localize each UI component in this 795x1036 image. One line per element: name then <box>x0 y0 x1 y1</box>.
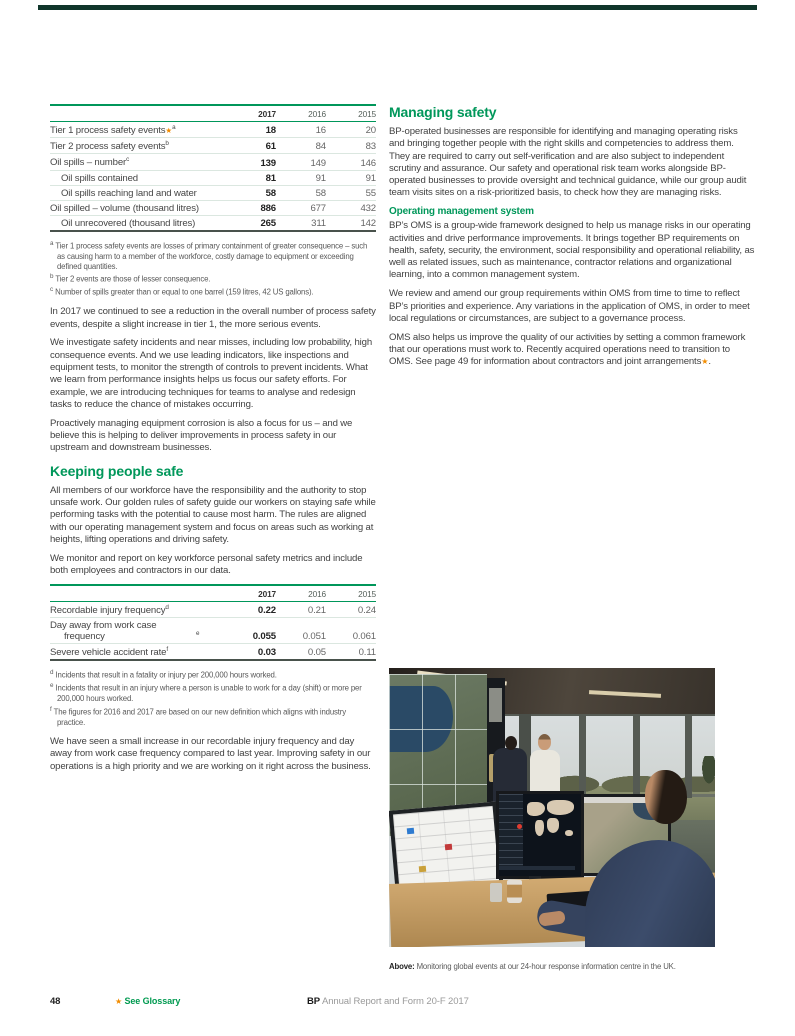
table-row <box>50 215 376 231</box>
year-header: 2017 <box>226 585 276 602</box>
row-value: 0.24 <box>326 601 376 617</box>
row-value: 0.051 <box>276 617 326 643</box>
row-value: 91 <box>326 170 376 185</box>
process-safety-paragraphs <box>50 306 376 454</box>
photo-window-mullion <box>685 712 692 798</box>
photo-plant <box>701 756 715 786</box>
footnote: $^c$ Number of spills greater than or equal to one barrel (159 litres, 42 US gallons). <box>50 286 314 297</box>
row-label-text: Oil spills contained <box>61 172 138 184</box>
row-label-text: Tier 2 process safety events <box>50 141 166 153</box>
photo-wall-side-panel-image <box>489 688 502 722</box>
year-header: 2015 <box>326 105 376 122</box>
row-label-text: Oil spills reaching land and water <box>61 187 197 199</box>
managing-safety-paragraphs <box>389 126 755 200</box>
photo-caption-label: Above: <box>389 961 415 971</box>
row-value: 91 <box>276 170 326 185</box>
table-header-row <box>50 105 376 122</box>
table-header-spacer <box>50 585 226 602</box>
brand-bp: BP <box>307 996 320 1007</box>
photo-window-mullion <box>579 712 586 798</box>
section-title-keeping-people-safe: Keeping people safe <box>50 462 184 479</box>
photo-monitor-worldmap-alert <box>517 824 522 829</box>
left-column <box>50 102 376 779</box>
personal-safety-table-footnotes <box>50 668 376 728</box>
row-value: 58 <box>226 185 276 200</box>
footer-report-title <box>307 996 469 1007</box>
glossary-star-icon: ★ <box>701 357 709 367</box>
row-label-text: Oil unrecovered (thousand litres) <box>61 217 196 229</box>
row-value: 84 <box>276 138 326 154</box>
row-label <box>50 200 226 215</box>
row-value: 886 <box>226 200 276 215</box>
photo-standing-person-light-head <box>538 734 551 750</box>
oms-paragraphs <box>389 220 755 368</box>
table-row <box>50 617 376 643</box>
photo-caption-text: Monitoring global events at our 24-hour response information centre in the UK. <box>416 961 676 971</box>
row-label-text: Oil spills – number <box>50 157 127 169</box>
photo-worldmap-eurasia <box>547 800 574 815</box>
photo-analyst-head <box>645 770 687 824</box>
row-value: 0.055 <box>226 617 276 643</box>
row-value: 0.21 <box>276 601 326 617</box>
row-value: 146 <box>326 154 376 170</box>
photo-coffee-cup <box>507 880 522 903</box>
page-number: 48 <box>50 996 61 1007</box>
row-label: Oil spills – number$^c$ <box>50 154 226 170</box>
section-title-managing-safety: Managing safety <box>389 104 497 120</box>
row-label: Tier 2 process safety events$^b$ <box>50 138 226 154</box>
row-label-text: Severe vehicle accident rate <box>50 647 167 659</box>
table-row <box>50 122 376 138</box>
row-value: 0.22 <box>226 601 276 617</box>
glossary-label: See Glossary <box>124 996 181 1006</box>
glossary-star-icon: ★ <box>115 997 123 1006</box>
process-safety-table <box>50 104 376 232</box>
table-row <box>50 170 376 185</box>
footnote: $^d$ Incidents that result in a fatality or injury per 200,000 hours worked. <box>50 669 277 680</box>
row-label: Tier 1 process safety events★$^a$ <box>50 122 226 138</box>
paragraph: We investigate safety incidents and near misses, including low probability, high consequence events. And we use leading indicators, like inspections and equipment tests, to monitor the strength of controls to prevent incidents. What we learn from performance insights helps us focus our safety efforts. For example, we are introducing techniques for teams to analyse and redesign tasks to reduce the chance of mistakes occurring. <box>50 337 373 410</box>
footer-glossary <box>115 996 180 1006</box>
table-row <box>50 643 376 660</box>
row-value: 677 <box>276 200 326 215</box>
row-value: 311 <box>311 217 326 229</box>
row-value: 139 <box>226 154 276 170</box>
row-label-text: Recordable injury frequency <box>50 604 166 616</box>
photo-monitor-worldmap-taskbar <box>499 866 575 870</box>
photo-standing-person-dark-head <box>505 736 517 750</box>
photo-glass <box>490 883 502 902</box>
row-value: 0.05 <box>307 647 326 659</box>
paragraph: Proactively managing equipment corrosion is also a focus for us – and we believe this is helping to deliver improvements in process safety in our upstream and downstream businesses. <box>50 417 353 454</box>
photo-window-mullion <box>633 712 640 798</box>
photo-monitor-news-thumb <box>419 866 426 873</box>
row-value: 20 <box>326 122 376 138</box>
row-value: 0.03 <box>257 647 276 659</box>
row-value: 81 <box>226 170 276 185</box>
glossary-star-icon: ★ <box>165 126 173 136</box>
row-label <box>50 170 226 185</box>
year-header: 2017 <box>226 105 276 122</box>
paragraph: BP’s OMS is a group-wide framework designed to help us manage risks in our operating activities and drive performance improvements. It brings together BP requirements on health, safety, security, the environment, social responsibility and operational reliability, as well as related issues, such as maintenance, contractor relations and organizational learning, into a common management system. <box>389 220 755 281</box>
row-value: 55 <box>326 185 376 200</box>
row-value: 18 <box>226 122 276 138</box>
row-value: 142 <box>360 217 376 229</box>
row-value: 16 <box>276 122 326 138</box>
right-column <box>389 102 755 971</box>
footnote: $^a$ Tier 1 process safety events are losses of primary containment of greater consequence – such as causing harm to a member of the workforce, costly damage to equipment or exceeding defined quantities. <box>50 239 368 271</box>
table-header-row <box>50 585 376 602</box>
row-label <box>50 185 226 200</box>
row-value: 83 <box>326 138 376 154</box>
photo-worldmap-australia <box>565 830 573 836</box>
table-row <box>50 154 376 170</box>
report-title-text: Annual Report and Form 20-F 2017 <box>322 996 469 1007</box>
row-value: 0.061 <box>326 617 376 643</box>
photo-worldmap-africa <box>547 818 559 833</box>
row-value: 61 <box>226 138 276 154</box>
row-label: Severe vehicle accident rate$^f$ <box>50 645 169 659</box>
personal-safety-table <box>50 584 376 661</box>
keeping-people-safe-paragraphs <box>50 485 376 578</box>
photo-monitor-news-thumb <box>445 844 452 851</box>
paragraph: OMS also helps us improve the quality of our activities by setting a common framework that our operations must work to. Recently acquired operations need to transition to OMS. See page 49 for information about contractors and joint arrangements★. <box>389 331 746 368</box>
page-top-keyline <box>38 5 757 10</box>
photo-caption <box>389 962 709 972</box>
year-header: 2016 <box>276 585 326 602</box>
photo-worldmap-southamerica <box>535 820 544 836</box>
footnote: $^f$ The figures for 2016 and 2017 are based on our new definition which aligns with industry practice. <box>50 705 346 727</box>
row-value: 0.11 <box>358 647 376 659</box>
year-header: 2015 <box>326 585 376 602</box>
row-value: 149 <box>276 154 326 170</box>
footnote: $^e$ Incidents that result in an injury where a person is unable to work for a day (shift) or more per 200,000 hours worked. <box>50 682 362 704</box>
table-row <box>50 200 376 215</box>
photo-monitor-news-thumb <box>407 828 414 835</box>
table-row <box>50 138 376 154</box>
row-label-text: Day away from work case frequency <box>50 619 157 642</box>
personal-safety-paragraphs <box>50 736 376 773</box>
subsection-title-oms: Operating management system <box>389 206 534 218</box>
photo-monitoring-centre <box>389 668 715 947</box>
paragraph: We review and amend our group requirements within OMS from time to time to reflect BP’s priorities and experience. Any variations in the application of OMS, in order to meet local regulations or circumstances, are subject to a governance process. <box>389 288 750 324</box>
row-value: 432 <box>326 200 376 215</box>
year-header: 2016 <box>276 105 326 122</box>
paragraph: In 2017 we continued to see a reduction in the overall number of process safety events, despite a slight increase in tier 1, the more serious events. <box>50 306 376 330</box>
table-row <box>50 185 376 200</box>
row-label-text: Tier 1 process safety events <box>50 125 166 137</box>
table-row <box>50 601 376 617</box>
process-safety-table-footnotes <box>50 239 376 299</box>
row-value: 58 <box>276 185 326 200</box>
paragraph: All members of our workforce have the responsibility and the authority to stop unsafe work. Our golden rules of safety guide our workers on staying safe while performing tasks with the potential to cause most harm. The rules are aligned with our operating management system and focus on areas such as working at heights, lifting operations and driving safety. <box>50 484 376 545</box>
paragraph: We have seen a small increase in our recordable injury frequency and day away from work case frequency compared to last year. Improving safety in our operations is a high priority and we are working on it right across the business. <box>50 735 371 772</box>
table-header-spacer <box>50 105 226 122</box>
row-label: Recordable injury frequency$^d$ <box>50 601 226 617</box>
footnote: $^b$ Tier 2 events are those of lesser consequence. <box>50 273 211 284</box>
paragraph: We monitor and report on key workforce personal safety metrics and include both employees and contractors in our data. <box>50 552 363 576</box>
row-value: 265 <box>260 217 276 229</box>
row-label: Day away from work case frequency $^e$ <box>50 617 226 643</box>
row-label-text: Oil spilled – volume (thousand litres) <box>50 202 199 214</box>
row-label <box>50 215 226 231</box>
photo-monitor-worldmap-panel <box>499 794 523 870</box>
paragraph: BP-operated businesses are responsible for identifying and managing operating risks and bringing together people with the right skills and competencies to address them. They are required to carry out self-verification and are also subject to independent scrutiny and assurance. Our safety and operational risk team works alongside BP-operated businesses to provide oversight and technical guidance, while our group audit team visits sites on a risk-prioritized basis, to check how they are managing risks. <box>389 126 747 199</box>
